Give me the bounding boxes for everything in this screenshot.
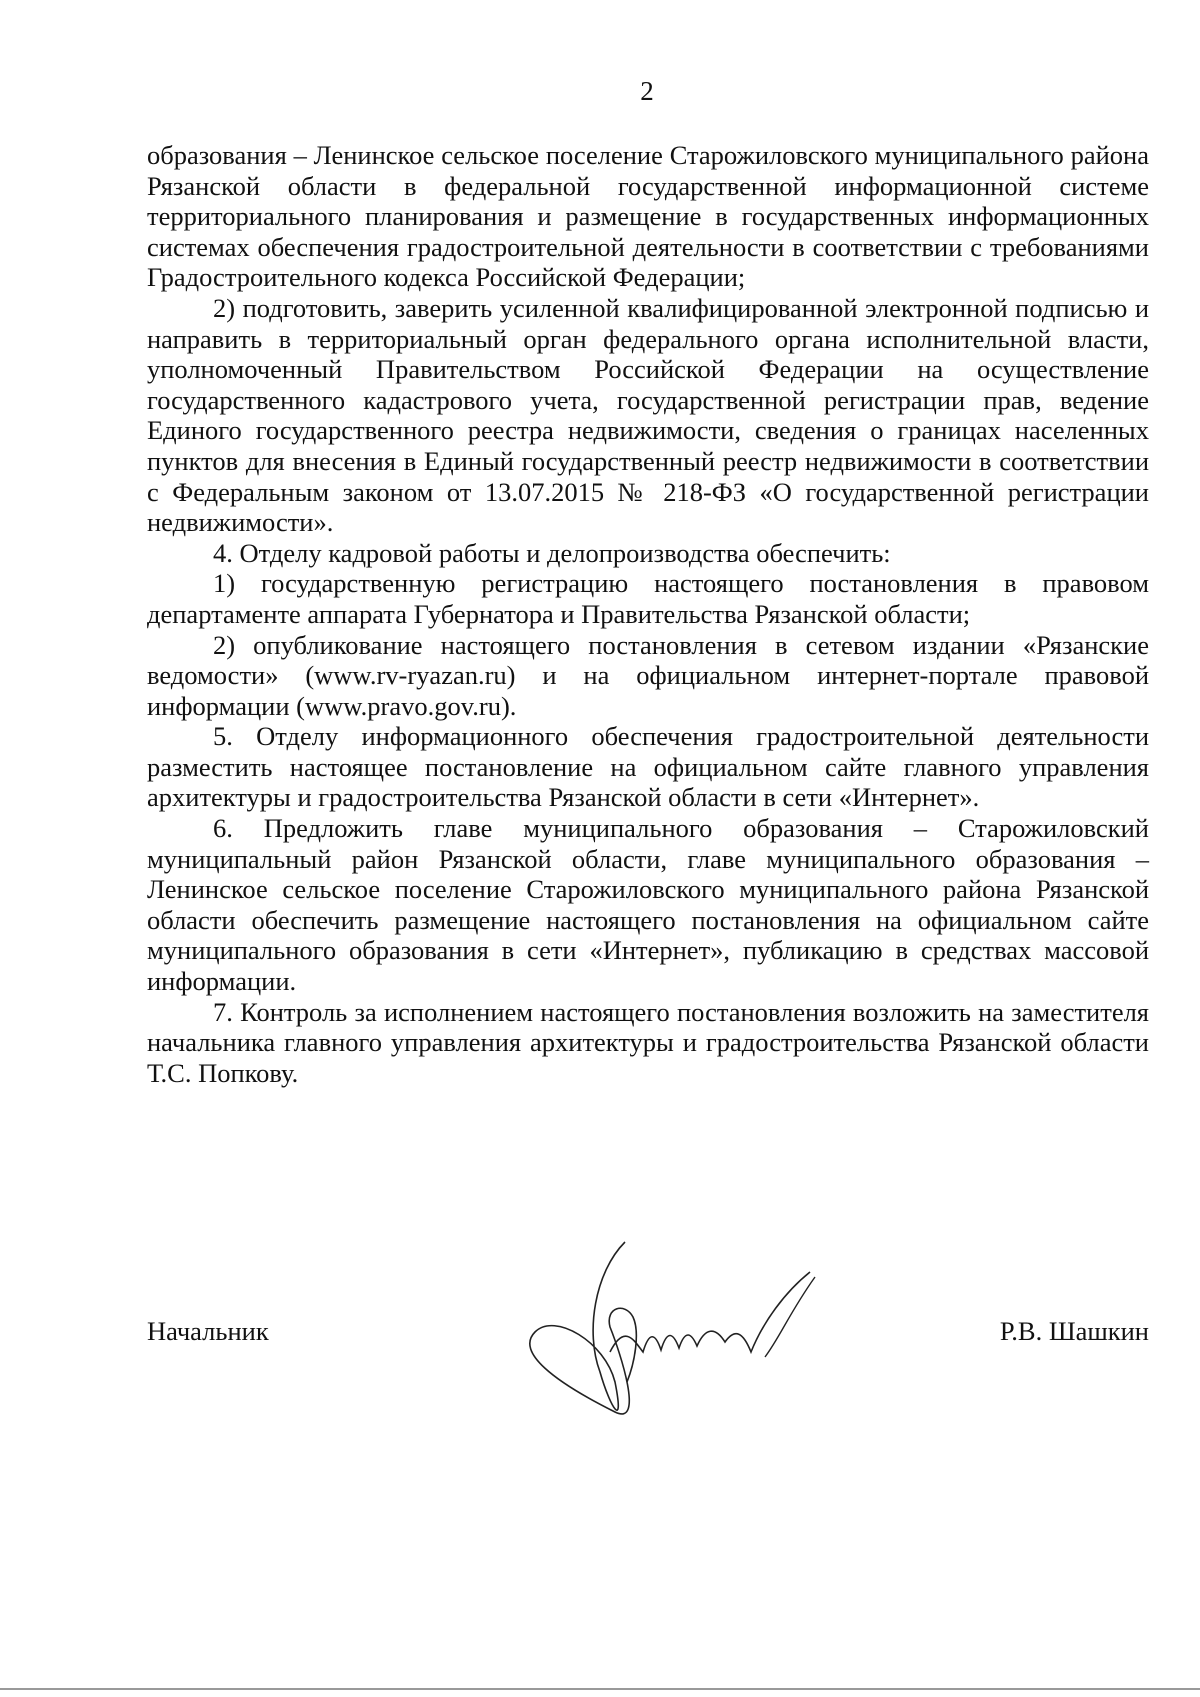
signatory-title: Начальник: [147, 1316, 269, 1346]
signature-block: [147, 1316, 1149, 1356]
signatory-name: Р.В. Шашкин: [999, 1316, 1149, 1346]
paragraph-item-5: 5. Отделу информационного обеспечения градостроительной деятельности разместить настоящее постановление на официальном сайте главного управления архитектуры и градостроительства Рязанской области в сети «Интернет».: [147, 721, 1149, 813]
paragraph-subitem-2: 2) подготовить, заверить усиленной квалифицированной электронной подписью и направить в территориальный орган федерального органа исполнительной власти, уполномоченный Правительством Российской Федерации на осуществление государственного кадастрового учета, государственной регистрации прав, ведение Единого государственного реестра недвижимости, сведения о границах населенных пунктов для внесения в Единый государственный реестр недвижимости в соответствии с Федеральным законом от 13.07.2015 № 218-ФЗ «О государственной регистрации недвижимости».: [147, 292, 1149, 538]
paragraph-item-4: 4. Отделу кадровой работы и делопроизводства обеспечить:: [213, 537, 891, 568]
paragraph-item-4-2: 2) опубликование настоящего постановления в сетевом издании «Рязанские ведомости» (www.rv-ryazan.ru) и на официальном интернет-портале правовой информации (www.pravo.gov.ru).: [147, 629, 1149, 721]
paragraph-item-6: 6. Предложить главе муниципального образования – Старожиловский муниципальный район Рязанской области, главе муниципального образования – Ленинское сельское поселение Старожиловского муниципального района Рязанской области обеспечить размещение настоящего постановления на официальном сайте муниципального образования в сети «Интернет», публикацию в средствах массовой информации.: [147, 813, 1149, 997]
document-body: [147, 140, 1149, 1088]
paragraph-item-7: 7. Контроль за исполнением настоящего постановления возложить на заместителя начальника главного управления архитектуры и градостроительства Рязанской области Т.С. Попкову.: [147, 996, 1149, 1088]
scan-edge-line: [0, 1688, 1200, 1690]
paragraph-continuation: образования – Ленинское сельское поселение Старожиловского муниципального района Рязанской области в федеральной государственной информационной системе территориального планирования и размещение в государственных информационных системах обеспечения градостроительной деятельности в соответствии с требованиями Градостроительного кодекса Российской Федерации;: [147, 140, 1149, 293]
paragraph-item-4-1: 1) государственную регистрацию настоящего постановления в правовом департаменте аппарата Губернатора и Правительства Рязанской области;: [147, 568, 1149, 629]
page-number: 2: [640, 76, 654, 106]
